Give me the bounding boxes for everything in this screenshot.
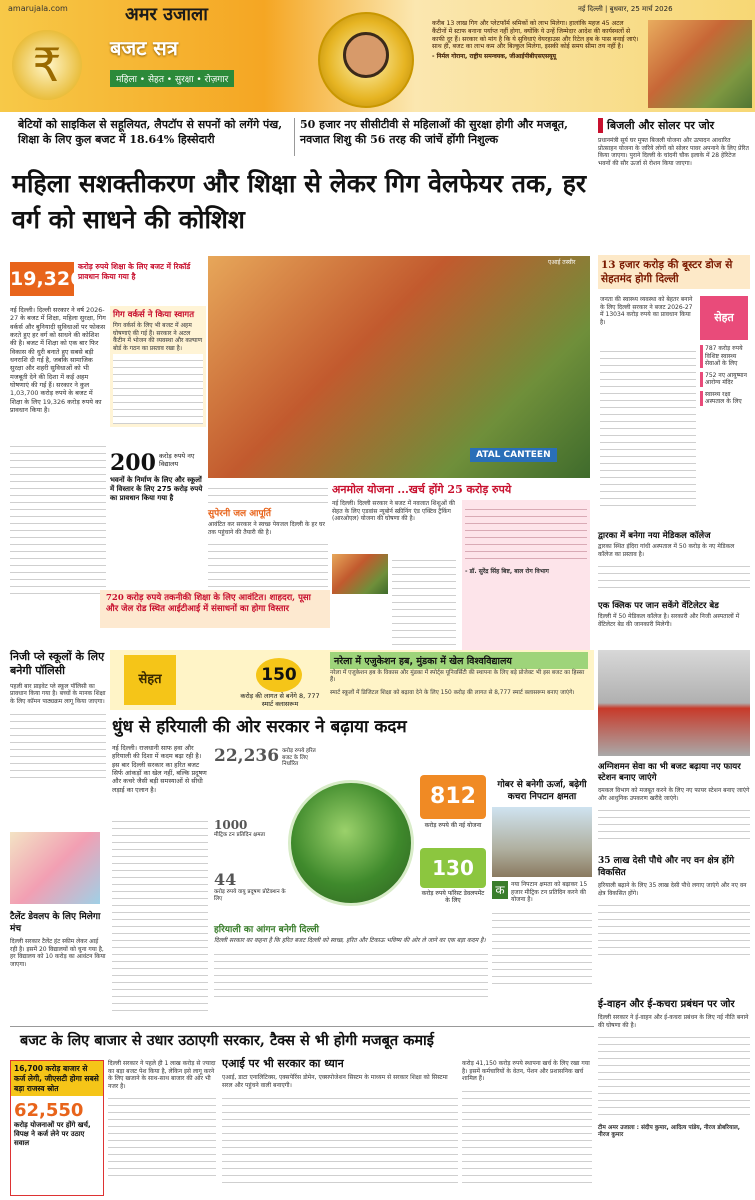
green-stat-b-label: मीट्रिक टन प्रतिदिन क्षमता <box>214 832 266 838</box>
bottom-col3 <box>462 1060 592 1185</box>
edition-line: नई दिल्ली | बुधवार, 25 मार्च 2026 <box>578 5 673 13</box>
power-text: प्रधानमंत्री सूर्य घर मुफ्त बिजली योजना और उत्पादन आधारित प्रोत्साहन योजना के जरिये लोगों को सोलर पावर अपनाने के लिए प्रेरित किया जाएगा। पुराने दिल्ली के चांदनी चौक इलाके में 28 हेरिटेज भवनों की सौर ऊर्जा से रोशन किया जाएगा। <box>598 137 749 167</box>
bottom-loan-title: 16,700 करोड़ बाजार से कर्ज लेगी, जीएसटी होगा सबसे बड़ा राजस्व स्रोत <box>11 1061 103 1096</box>
sehat-badge: सेहत <box>700 296 748 340</box>
booster-bullet: स्वास्थ्य रक्षा अस्पताल के लिए <box>700 391 750 406</box>
talent-title: टैलेंट डेवलप के लिए मिलेगा मंच <box>10 912 101 934</box>
banner-photo-image <box>648 20 752 108</box>
anmol-quote-box <box>462 500 590 650</box>
feature-illustration <box>208 256 590 478</box>
subhadra-text: आवंटित कर सरकार ने स्वच्छ पेयजल दिल्ली के हर घर तक पहुंचाने की तैयारी की है। <box>208 521 325 536</box>
portrait-face-icon <box>343 32 389 78</box>
stat-200-label: भवनों के निर्माण के लिए और स्कूलों में विस्तार के लिए 275 करोड़ रुपये का प्रावधान किया गया है <box>110 476 203 503</box>
green-hub-text: दिल्ली सरकार का कहना है कि हरित बजट दिल्ली को स्वच्छ, हरित और टिकाऊ भविष्य की ओर ले जाने का एक बड़ा कदम है। <box>214 937 486 944</box>
gig-box <box>110 306 206 427</box>
gobar-text: नया निपटान क्षमता को बढ़ाकर 15 हजार मीट्रिक टन प्रतिदिन करने की योजना है। <box>511 881 588 904</box>
green-hub-body <box>214 948 488 1002</box>
strip-divider <box>294 118 295 156</box>
subhadra-body <box>208 538 328 594</box>
image-caption: एआई तस्वीर <box>548 259 576 266</box>
booster-text: जनता की स्वास्थ्य व्यवस्था को बेहतर बनाने के लिए दिल्ली सरकार ने बजट 2026-27 में 13034 करोड़ रुपये का प्रावधान किया है। <box>600 296 693 326</box>
ev-body <box>598 1031 750 1121</box>
green-stat-b-value: 1000 <box>214 818 248 832</box>
booster-title: 13 हजार करोड़ की बूस्टर डोज से सेहतमंद होगी दिल्ली <box>601 259 733 286</box>
health-bullet: स्मार्ट स्कूलों में डिजिटल शिक्षा को बढ़ावा देने के लिए 150 करोड़ की लागत से 8,777 स्मार्ट क्लासरूम बनाए जाएंगे। <box>330 690 575 696</box>
green-hub <box>214 922 488 1002</box>
medical-section <box>598 530 750 594</box>
anmol-quote-lines <box>465 503 587 565</box>
anmol-section <box>332 482 590 575</box>
rupee-icon: ₹ <box>12 30 82 100</box>
clinic-section <box>598 600 750 628</box>
anmol-photo <box>332 554 388 594</box>
health-title: नरेला में एजुकेशन हब, मुंडका में खेल विश्वविद्यालय <box>330 652 588 669</box>
booster-section <box>598 255 750 289</box>
gobar-body <box>492 907 592 985</box>
talent-text: दिल्ली सरकार टैलेंट हंट स्कीम लेकर आई रही है। इसमें 20 विद्यालयों को चुना गया है, हर विद्यालय को 10 करोड़ का आवंटन किया जाएगा। <box>10 938 106 968</box>
anmol-title: अनमोल योजना ...खर्च होंगे 25 करोड़ रुपये <box>332 483 512 496</box>
clinic-title: एक क्लिक पर जान सकेंगे वेंटिलेटर बेड <box>598 601 719 611</box>
main-headline: महिला सशक्तीकरण और शिक्षा से लेकर गिग वेलफेयर तक, हर वर्ग को साधने की कोशिश <box>12 169 587 235</box>
newspaper-logo: अमर उजाला <box>125 4 208 25</box>
site-url[interactable]: amarujala.com <box>8 4 68 13</box>
ev-section <box>598 998 750 1139</box>
green-body <box>112 815 208 1015</box>
anmol-body <box>392 554 456 654</box>
quote-author: - निर्मल गोराना, राष्ट्रीय समन्वयक, जीआईपीबीएसएसयूयू <box>432 53 556 60</box>
health-num-text: करोड़ की लागत से बनेंगे 8, 777 स्मार्ट क्लासरूम <box>240 692 320 708</box>
subhadra-intro <box>208 482 328 504</box>
green-stat-c-label: करोड़ रुपये वायु प्रदूषण प्रोटेक्शन के लिए <box>214 889 286 902</box>
bottom-loan-num: 62,550 <box>14 1100 84 1122</box>
species-title: 35 लाख देसी पौधे और नए वन क्षेत्र होंगे विकसित <box>598 856 735 878</box>
green-globe <box>288 780 414 906</box>
strip-left: बेटियों को साइकिल से सहूलियत, लैपटॉप से सपनों को लगेंगे पंख, शिक्षा के लिए कुल बजट में 18.64% हिस्सेदारी <box>18 118 283 146</box>
play-school-title: निजी प्ले स्कूलों के लिए बनेगी पॉलिसी <box>10 650 105 678</box>
credits: टीम अमर उजाला : संदीप कुमार, आदित्य पांडेय, नीरज डोबरियाल, नीरज कुमार <box>598 1125 741 1139</box>
bottom-rule <box>10 1026 594 1027</box>
booster-bullets <box>700 345 750 406</box>
green-hub-title: हरियाली का आंगन बनेगी दिल्ली <box>214 925 319 935</box>
booster-bullet: 787 करोड़ रुपये विशिष्ट स्वास्थ्य सेवाओं के लिए <box>700 345 750 368</box>
booster-body <box>600 345 696 510</box>
health-label: सेहत <box>124 655 176 705</box>
bottom-col1 <box>108 1060 216 1178</box>
gobar-dropcap: क <box>492 881 508 899</box>
green-badge-130-label: करोड़ रुपये फॉरेस्ट डेवलपमेंट के लिए <box>421 890 485 905</box>
bottom-col3-body <box>462 1085 592 1185</box>
gig-body <box>113 354 203 424</box>
green-badge-812: 812 <box>420 775 486 819</box>
power-section <box>598 118 750 167</box>
bottom-col1-body <box>108 1092 216 1178</box>
strip-right: 50 हजार नए सीसीटीवी से महिलाओं की सुरक्षा होगी और मजबूत, नवजात शिशु की 56 तरह की जांचें होंगी निशुल्क <box>300 118 568 146</box>
gobar-photo <box>492 807 592 877</box>
quote-text: करीब 13 लाख गिग और प्लेटफॉर्म श्रमिकों को लाभ मिलेगा। हालांकि महज 45 अटल कैंटीनों में स्टाफ बनाना पर्याप्त नहीं होगा, क्योंकि ये उन्हें जिम्मेदार आदेश की कार्यस्थलों से काफी दूर हैं। सरकार को मांग है कि ये सुविधाएं वेयरहाउस और रिटेल हब के पास बनाई जाएं। साथ ही, बजट का लाभ कम और बिल्कुल मिलेगा, इसकी कोई समय सीमा तय नहीं है। <box>432 20 639 51</box>
species-section <box>598 856 750 959</box>
subhadra-title: सुपेरनी जल आपूर्ति <box>208 509 272 519</box>
green-badge-130: 130 <box>420 848 486 888</box>
body-text-1b <box>10 440 106 600</box>
green-stat-a <box>214 746 324 768</box>
species-body <box>598 899 750 959</box>
play-school-text: पहली बार प्राइवेट प्ले स्कूल पॉलिसी का प्रावधान किया गया है। बच्चों के मानक शिक्षा के लिए कॉमन पाठ्यक्रम लागू किया जाएगा। <box>10 682 106 705</box>
stat-200-unit: करोड़ रुपये नए विद्यालय <box>158 452 195 468</box>
gig-text: गिग वर्कर्स के लिए भी बजट में अहम घोषणाएं की गई हैं। सरकार ने अटल कैंटीन में भोजन की व्यवस्था और कल्याण बोर्ड के गठन का प्रस्ताव रखा है। <box>113 322 203 352</box>
green-badge-812-label: करोड़ रुपये की नई योजना <box>424 822 482 829</box>
bottom-col1-text: दिल्ली सरकार ने पहले ही 1 लाख करोड़ से ज्यादा का बड़ा बजट पेश किया है, लेकिन इसे लागू करने के लिए खजाने के साथ-साथ बाजार की ओर भी नजर है। <box>108 1060 216 1090</box>
coin-portrait <box>318 12 414 108</box>
ai-title: एआई पर भी सरकार का ध्यान <box>222 1057 344 1070</box>
health-bullet: नरेला में एजुकेशन हब के विकास और मुंडका में स्पोर्ट्स यूनिवर्सिटी की स्थापना के लिए बड़े प्रोजेक्ट भी इस बजट का हिस्सा हैं। <box>330 670 585 684</box>
child-photo <box>10 832 100 904</box>
ai-section <box>222 1056 458 1184</box>
stat-200-value: 200 <box>110 450 156 476</box>
bottom-headline: बजट के लिए बाजार से उधार उठाएगी सरकार, टैक्स से भी होगी मजबूत कमाई <box>20 1032 434 1049</box>
green-stat-c-value: 44 <box>214 870 237 889</box>
medical-body <box>598 560 750 594</box>
anmol-quote-by: - डॉ. सुरेंद्र सिंह बिष्ट, बाल रोग विभाग <box>465 568 549 575</box>
talent-section <box>10 912 106 968</box>
booster-bullet: 752 नए आयुष्मान आरोग्य मंदिर <box>700 372 750 387</box>
ai-body <box>222 1092 458 1184</box>
body-text-1: नई दिल्ली। दिल्ली सरकार ने वर्ष 2026-27 के बजट में शिक्षा, महिला सुरक्षा, गिग वर्कर्स और बुनियादी सुविधाओं पर फोकस करते हुए हर वर्ग को साधने की कोशिश की है। बजट में शिक्षा को एक बार फिर विकास की धुरी बनाते हुए सबसे बड़ी धनराशि दी गई है, जबकि सामाजिक सुरक्षा और शहरी सुविधाओं को भी मजबूती देने की दिशा में कई अहम घोषणाएं की गई हैं। सरकार ने कुल 1,03,700 करोड़ रुपये के बजट में शिक्षा के लिए 19,326 करोड़ रुपये का प्रावधान किया है। <box>10 306 106 414</box>
ai-text: एआई, डाटा एनालिटिक्स, एक्सपेरिंस डोमेन, एक्सपोजेशन सिस्टम के माध्यम से सरकार शिक्षा को सिस्टमा सरल और पहुंचने वाली बनाएगी। <box>222 1074 448 1089</box>
health-num: 150 <box>256 658 302 692</box>
bottom-stat-banner <box>100 590 330 628</box>
power-title: बिजली और सोलर पर जोर <box>598 118 750 133</box>
fire-section <box>598 762 750 840</box>
gobar-title: गोबर से बनेगी ऊर्जा, बढ़ेगी कचरा निपटान क्षमता <box>497 780 587 802</box>
medical-text: द्वारका स्थित इंदिरा गांधी अस्पताल में 50 करोड़ के नए मेडिकल कॉलेज का प्रस्ताव है। <box>598 543 735 558</box>
gobar-section <box>492 780 592 985</box>
clinic-text: दिल्ली में 50 मेडिकल कॉलेज है। सरकारी और निजी अस्पतालों में वेंटिलेटर बेड की जानकारी मिलेगी। <box>598 613 740 628</box>
anmol-text: नई दिल्ली। दिल्ली सरकार ने बजट में नवजात शिशुओं की सेहत के लिए एडवांस न्यूबोर्न स्क्रीनिंग एंड एक्टिव ट्रैकिंग (आरओएल) योजना की घोषणा की है। <box>332 500 455 522</box>
play-school-section <box>10 650 106 784</box>
species-text: हरियाली बढ़ाने के लिए 35 लाख देसी पौधे लगाए जाएंगे और नए वन क्षेत्र विकसित होंगे। <box>598 882 747 897</box>
bottom-loan-box <box>10 1060 104 1196</box>
ev-title: ई-वाहन और ई-कचरा प्रबंधन पर जोर <box>598 999 735 1010</box>
stat-19326: 19,326 <box>10 262 74 296</box>
quote-box <box>432 20 640 61</box>
banner-title: बजट सत्र <box>110 36 178 60</box>
play-school-body <box>10 708 106 784</box>
bottom-col3-text: करोड़ 41,150 करोड़ रुपये स्थापना खर्च के लिए रखा गया है। इसमें कर्मचारियों के वेतन, पेंशन और प्रशासनिक खर्च शामिल हैं। <box>462 1060 590 1082</box>
green-stat-a-value: 22,236 <box>214 746 280 766</box>
green-stat-b <box>214 818 284 839</box>
fire-title: अग्निशमन सेवा का भी बजट बढ़ाया नए फायर स्टेशन बनाए जाएंगे <box>598 762 741 784</box>
masthead <box>0 0 755 112</box>
green-stat-a-label: करोड़ रुपये हरित बजट के लिए निर्धारित <box>282 748 316 768</box>
bottom-loan-num-text: करोड़ योजनाओं पर होंगे खर्च, विपक्ष ने कर्ज लेने पर उठाए सवाल <box>14 1121 91 1148</box>
banner-subtitle: महिला • सेहत • सुरक्षा • रोज़गार <box>110 70 234 87</box>
green-text: नई दिल्ली। राजधानी साफ हवा और हरियाली की दिशा में कदम बढ़ा रही है। इस बार दिल्ली सरकार का हरित बजट सिर्फ आंकड़ों का खेल नहीं, बल्कि प्रदूषण और कचरे जैसी बड़ी समस्याओं से सीधी लड़ाई का एलान है। <box>112 744 207 794</box>
subhadra-section <box>208 482 328 594</box>
ev-text: दिल्ली सरकार ने ई-वाहन और ई-कचरा प्रबंधन के लिए नई नीति बनाने की घोषणा की है। <box>598 1014 749 1029</box>
gig-title: गिग वर्कर्स ने किया स्वागत <box>113 310 195 320</box>
green-stat-c <box>214 870 294 902</box>
medical-title: द्वारका में बनेगा नया मेडिकल कॉलेज <box>598 531 711 541</box>
fire-photo <box>598 650 750 756</box>
green-headline: धुंध से हरियाली की ओर सरकार ने बढ़ाया कदम <box>112 717 407 737</box>
fire-body <box>598 804 750 840</box>
canteen-sign: ATAL CANTEEN <box>470 448 557 462</box>
stat-19326-label: करोड़ रुपये शिक्षा के लिए बजट में रिकॉर्ड प्रावधान किया गया है <box>78 262 191 281</box>
fire-text: दमकल विभाग को मजबूत करने के लिए नए फायर स्टेशन बनाए जाएंगे और आधुनिक उपकरण खरीदे जाएंगे। <box>598 787 750 802</box>
stat-200 <box>110 450 206 503</box>
bottom-stat-text: 720 करोड़ रुपये तकनीकी शिक्षा के लिए आवंटित। शाहदरा, पूसा और जेल रोड स्थित आईटीआई में संसाधनों का होगा विस्तार <box>106 593 311 615</box>
